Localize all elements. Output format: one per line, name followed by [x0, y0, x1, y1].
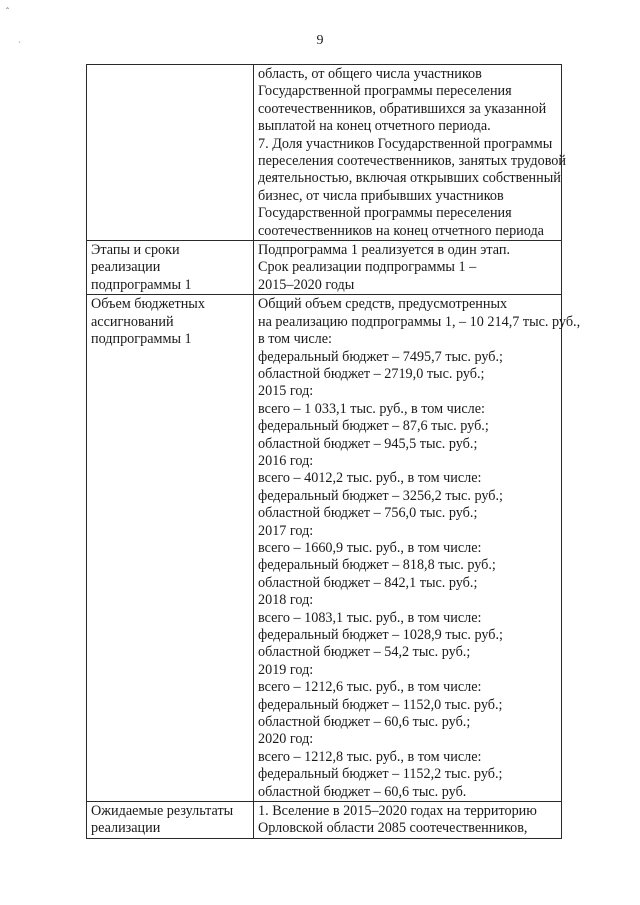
row-value-cell [254, 295, 581, 802]
label-line: Объем бюджетных [91, 296, 205, 313]
text-line: областной бюджет – 2719,0 тыс. руб.; [258, 365, 485, 382]
page-number: 9 [316, 33, 324, 48]
row-label-cell [87, 802, 254, 839]
text-line: 2019 год: [258, 661, 314, 678]
text-line: областной бюджет – 756,0 тыс. руб.; [258, 505, 478, 522]
row-value-cell [254, 65, 566, 241]
text-line: выплатой на конец отчетного периода. [258, 118, 491, 135]
label-line: Этапы и сроки [91, 242, 180, 259]
row-label-cell [87, 65, 254, 241]
text-line: федеральный бюджет – 1028,9 тыс. руб.; [258, 627, 503, 643]
text-line: областной бюджет – 54,2 тыс. руб.; [258, 644, 471, 661]
text-line: 2018 год: [258, 592, 314, 609]
text-line: Срок реализации подпрограммы 1 – [258, 259, 477, 276]
row-value-cell [254, 241, 562, 295]
text-line: 7. Доля участников Государственной программы [258, 135, 553, 152]
text-line: Подпрограмма 1 реализуется в один этап. [258, 242, 510, 259]
text-line: федеральный бюджет – 1152,2 тыс. руб.; [258, 766, 503, 783]
text-line: федеральный бюджет – 818,8 тыс. руб.; [258, 557, 496, 574]
text-line: на реализацию подпрограммы 1, – 10 214,7 тыс. руб., [258, 313, 581, 330]
label-line: подпрограммы 1 [91, 331, 192, 348]
text-line: федеральный бюджет – 1152,0 тыс. руб.; [258, 696, 503, 713]
table-row [87, 241, 562, 295]
row-value-cell [254, 802, 562, 839]
text-line: 2017 год: [258, 522, 314, 539]
text-line: всего – 1212,8 тыс. руб., в том числе: [258, 748, 482, 765]
text-line: 2015–2020 годы [258, 276, 355, 293]
text-line: 2020 год: [258, 731, 314, 748]
table-row [87, 65, 562, 241]
text-line: областной бюджет – 842,1 тыс. руб.; [258, 574, 478, 591]
text-line: 1. Вселение в 2015–2020 годах на территорию [258, 803, 537, 820]
text-line: всего – 4012,2 тыс. руб., в том числе: [258, 470, 482, 487]
text-line: федеральный бюджет – 87,6 тыс. руб.; [258, 418, 489, 435]
text-line: всего – 1660,9 тыс. руб., в том числе: [258, 539, 482, 556]
text-line: Государственной программы переселения [258, 205, 512, 222]
row-label-cell [87, 295, 254, 802]
label-line: реализации [91, 820, 161, 837]
text-line: федеральный бюджет – 7495,7 тыс. руб.; [258, 348, 503, 365]
scan-mark: ˆ [6, 6, 9, 16]
text-line: областной бюджет – 60,6 тыс. руб.; [258, 714, 471, 731]
text-line: всего – 1 033,1 тыс. руб., в том числе: [258, 400, 485, 417]
row-label-cell [87, 241, 254, 295]
table-row [87, 802, 562, 839]
text-line: всего – 1212,6 тыс. руб., в том числе: [258, 679, 482, 696]
text-line: соотечественников на конец отчетного периода [258, 222, 544, 239]
label-line: ассигнований [91, 313, 174, 330]
table-row [87, 295, 562, 802]
text-line: 2016 год: [258, 452, 314, 469]
text-line: переселения соотечественников, занятых трудовой [258, 153, 566, 170]
text-line: Орловской области 2085 соотечественников, [258, 820, 528, 837]
label-line: Ожидаемые результаты [91, 803, 234, 820]
text-line: федеральный бюджет – 3256,2 тыс. руб.; [258, 487, 503, 504]
text-line: деятельностью, включая открывших собственный [258, 170, 561, 187]
label-line: реализации [91, 259, 161, 276]
text-line: область, от общего числа участников [258, 66, 482, 82]
text-line: областной бюджет – 60,6 тыс. руб. [258, 783, 467, 800]
text-line: Общий объем средств, предусмотренных [258, 296, 508, 313]
text-line: Государственной программы переселения [258, 83, 512, 100]
text-line: всего – 1083,1 тыс. руб., в том числе: [258, 609, 482, 626]
text-line: 2015 год: [258, 383, 314, 400]
text-line: соотечественников, обратившихся за указанной [258, 100, 547, 117]
scan-mark-2: ˋ [18, 40, 21, 50]
text-line: областной бюджет – 945,5 тыс. руб.; [258, 435, 478, 452]
subprogram-passport-table [86, 64, 581, 839]
text-line: бизнес, от числа прибывших участников [258, 187, 504, 204]
text-line: в том числе: [258, 331, 332, 348]
label-line: подпрограммы 1 [91, 276, 192, 293]
